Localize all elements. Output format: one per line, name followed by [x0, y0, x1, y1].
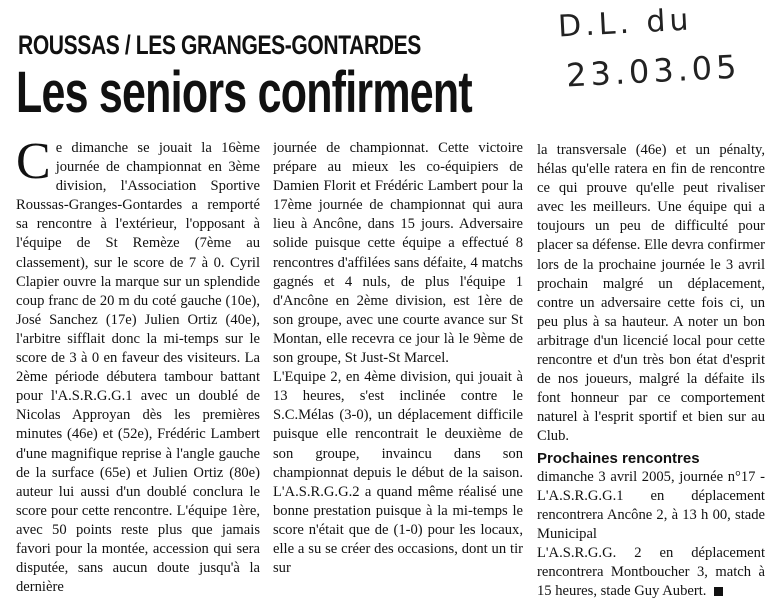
article-column-2: [273, 139, 523, 611]
end-of-article-mark: [714, 587, 723, 596]
article-paragraph: la transversale (46e) et un pénalty, hélas qu'elle ratera en fin de rencontre ce qui prouve qu'elle peut rivaliser avec les meilleurs. Une équipe qui a toujours un peu de difficulté pour placer sa défense. Elle devra confirmer lors de la prochaine journée le 3 avril prochain malgré un déplacement, contre un adversaire cette fois ci, un peu plus à sa hauteur. A noter un bon arbitrage d'un licencié local pour cette rencontre et d'un très bon état d'esprit de nos joueurs, malgré la défaite ils font honneur par ce comportement naturel à l'esprit sportif et bien sur au Club.: [537, 142, 765, 445]
article-paragraph-final: [537, 544, 765, 601]
handwritten-note-date: 23.03.05: [565, 47, 742, 95]
article-headline: Les seniors confirment: [16, 60, 472, 125]
article-paragraph: e dimanche se jouait la 16ème journée de championnat en 3ème division, l'Association Sportive Roussas-Granges-Gontardes a remporté sa rencontre à l'extérieur, l'opposant à l'équipe de St Remèze (7ème au classement), sur le score de 7 à 0. Cyril Clapier ouvre la marque sur un splendide coup franc de 20 m du coté gauche (10e), José Sanchez (17e) Julien Ortiz (40e), l'arbitre sifflait donc la mi-temps sur le score de 3 à 0 en faveur des visiteurs. La 2ème période débutera tambour battant pour l'A.S.R.G.G.1 avec un doublé de Nicolas Approyan dès les premières minutes (46e) et (52e), Frédéric Lambert d'une magnifique reprise à l'angle gauche de la surface (65e) et Julien Ortiz (80e) auteur lui aussi d'un doublé conclura le score pour cette rencontre. L'équipe 1ère, avec 50 points reste plus que jamais favori pour la montée, accession qui sera disputée, sans aucun doute jusqu'à la dernière: [16, 140, 260, 596]
article-kicker: ROUSSAS / LES GRANGES-GONTARDES: [18, 30, 421, 60]
article-column-1: [16, 139, 260, 611]
article-column-3: [537, 141, 765, 613]
handwritten-note-source: D.L. du: [557, 2, 694, 45]
article-paragraph: dimanche 3 avril 2005, journée n°17 - L'A.S.R.G.G.1 en déplacement rencontrera Ancône 2, à 13 h 00, stade Municipal: [537, 468, 765, 542]
section-subheading: Prochaines rencontres: [537, 449, 700, 467]
article-paragraph: L'Equipe 2, en 4ème division, qui jouait à 13 heures, s'est inclinée contre le S.C.Mélas (3-0), un déplacement difficile puisque elle rencontrait le deuxième de son groupe, invaincu dans son championnat depuis le début de la saison. L'A.S.R.G.G.2 a quand même réalisé une bonne prestation puisque à la mi-temps le score n'était que de (1-0) pour les locaux, elle a su se créer des occasions, dont un tir sur: [273, 369, 523, 577]
article-paragraph: journée de championnat. Cette victoire prépare au mieux les co-équipiers de Damien Florit et Frédéric Lambert pour la 17ème journée de championnat qui aura lieu à Ancône, dans 15 jours. Adversaire solide puisque cette équipe a effectué 8 rencontres d'affilées sans défaite, 4 matchs gagnés et 4 nuls, de plus l'équipe 1 d'Ancône en 2ème division, est 1ère de son groupe, avec une courte avance sur St Montan, elle recevra ce jour là le 9ème de son groupe, St Just-St Marcel.: [273, 140, 523, 367]
article-paragraph-text: L'A.S.R.G.G. 2 en déplacement rencontrera Montboucher 3, match à 15 heures, stade Guy Aubert.: [537, 544, 765, 600]
drop-cap: C: [16, 139, 51, 190]
